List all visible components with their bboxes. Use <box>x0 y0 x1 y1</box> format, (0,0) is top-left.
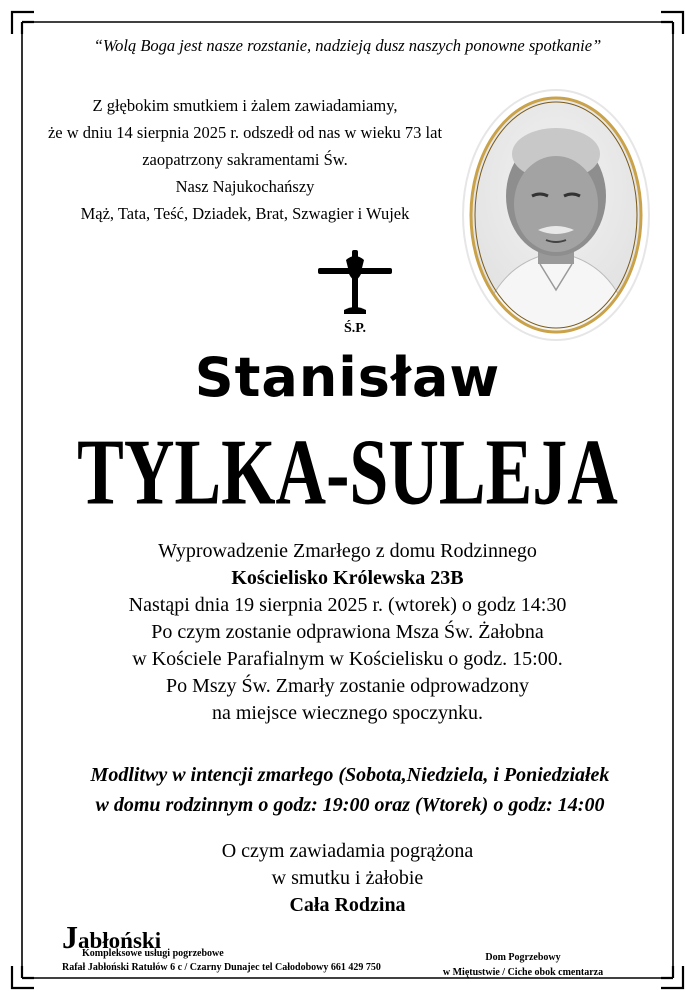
sp-label: Ś.P. <box>343 321 367 336</box>
funeral-details <box>0 538 695 727</box>
funeral-line: Po czym zostanie odprawiona Msza Św. Żałobna <box>151 621 544 643</box>
funeral-line: w Kościele Parafialnym w Kościelisku o godz. 15:00. <box>132 648 563 670</box>
undertaker-address: Rafał Jabłoński Ratułów 6 c / Czarny Dunajec tel Całodobowy 661 429 750 <box>62 962 381 973</box>
intro-line: Nasz Najukochańszy <box>175 177 315 196</box>
intro-line: zaopatrzony sakramentami Św. <box>142 150 348 169</box>
closing-line: O czym zawiadamia pogrążona <box>221 840 474 862</box>
funeral-line: Wyprowadzenie Zmarłego z domu Rodzinnego <box>158 540 537 562</box>
intro-line: że w dniu 14 sierpnia 2025 r. odszedł od nas w wieku 73 lat <box>47 123 443 142</box>
closing-line: w smutku i żałobie <box>271 867 424 889</box>
undertaker-name-rest: abłoński <box>78 928 162 953</box>
home-address: Kościelisko Królewska 23B <box>231 567 464 589</box>
funeral-line: Po Mszy Św. Zmarły zostanie odprowadzony <box>165 675 530 697</box>
undertaker-initial: J <box>62 919 78 955</box>
prayer-line: Modlitwy w intencji zmarłego (Sobota,Niedziela, i Poniedziałek <box>90 764 610 786</box>
funeral-line: na miejsce wiecznego spoczynku. <box>211 702 483 724</box>
funeral-home-line: Dom Pogrzebowy <box>485 952 561 963</box>
family-signature: Cała Rodzina <box>289 894 406 916</box>
intro-line: Mąż, Tata, Teść, Dziadek, Brat, Szwagier i Wujek <box>80 204 410 223</box>
funeral-home-info <box>398 950 648 980</box>
intro-line: Z głębokim smutkiem i żalem zawiadamiamy, <box>92 96 398 115</box>
quote-text: “Wolą Boga jest nasze rozstanie, nadzieją dusz naszych ponowne spotkanie” <box>93 36 602 55</box>
undertaker-tagline: Kompleksowe usługi pogrzebowe <box>82 948 224 959</box>
funeral-home-line: w Miętustwie / Ciche obok cmentarza <box>442 967 604 978</box>
surname: TYLKA-SULEJA <box>77 421 618 526</box>
prayer-info <box>30 760 670 820</box>
closing-note <box>0 838 695 919</box>
funeral-line: Nastąpi dnia 19 sierpnia 2025 r. (wtorek) o godz 14:30 <box>128 594 567 616</box>
undertaker-logo <box>62 919 402 973</box>
cross-icon <box>312 246 398 336</box>
announcement-intro <box>40 92 450 227</box>
prayer-line: w domu rodzinnym o godz: 19:00 oraz (Wtorek) o godz: 14:00 <box>95 794 605 816</box>
portrait-photo <box>458 84 654 346</box>
first-name: Stanisław <box>194 346 501 409</box>
